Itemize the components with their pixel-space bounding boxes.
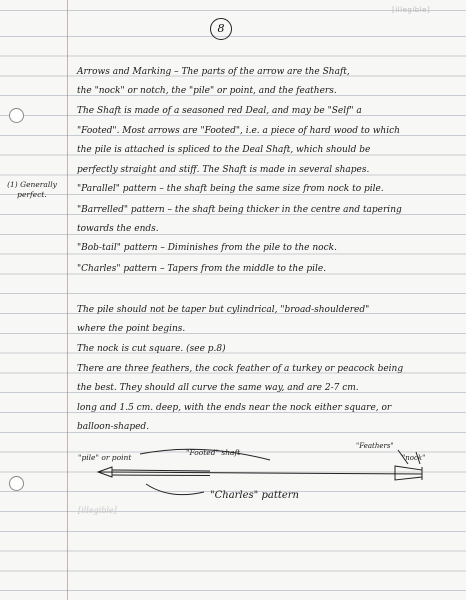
text-line: Arrows and Marking – The parts of the arrow are the Shaft,: [77, 67, 350, 77]
text-line: the pile is attached is spliced to the Deal Shaft, which should be: [77, 145, 371, 155]
text-line: "Parallel" pattern – the shaft being the same size from nock to pile.: [77, 184, 384, 194]
text-line: "Charles" pattern – Tapers from the middle to the pile.: [77, 264, 327, 274]
arrow-feathers: [395, 466, 422, 480]
text-line: The nock is cut square. (see p.8): [77, 344, 226, 354]
text-line: There are three feathers, the cock feather of a turkey or peacock being: [77, 364, 404, 374]
feathers-label: "Feathers": [356, 442, 394, 450]
text-line: towards the ends.: [77, 224, 159, 234]
text-line: "Bob-tail" pattern – Diminishes from the pile to the nock.: [77, 243, 337, 253]
pile-label: "pile" or point: [78, 453, 132, 462]
text-line: balloon-shaped.: [77, 422, 150, 432]
text-line: The pile should not be taper but cylindrical, "broad-shouldered": [77, 305, 370, 315]
text-line: "Barrelled" pattern – the shaft being thicker in the centre and tapering: [77, 205, 402, 215]
text-line: the "nock" or notch, the "pile" or point, and the feathers.: [77, 86, 337, 96]
binder-hole: [9, 108, 24, 123]
arrow-diagram: [60, 440, 430, 510]
text-line: The Shaft is made of a seasoned red Deal, and may be "Self" a: [77, 106, 362, 116]
text-line: the best. They should all curve the same way, and are 2-7 cm.: [77, 383, 359, 393]
binder-hole: [9, 476, 24, 491]
caption-pointer: [146, 484, 204, 495]
archive-stamp: [illegible]: [392, 6, 431, 14]
arrow-shaft: [98, 472, 422, 474]
text-line: where the point begins.: [77, 324, 186, 334]
nock-label: "nock": [402, 454, 426, 462]
margin-note: (1) Generally perfect.: [7, 180, 57, 199]
text-line: long and 1.5 cm. deep, with the ends near the nock either square, or: [77, 403, 392, 413]
faint-note: [illegible]: [78, 506, 117, 515]
page-number: 8: [210, 18, 232, 40]
text-line: perfectly straight and stiff. The Shaft is made in several shapes.: [77, 165, 370, 175]
diagram-caption: "Charles" pattern: [210, 490, 299, 501]
margin-line: [67, 0, 68, 600]
footed-label: "Footed" shaft: [186, 448, 241, 457]
text-line: "Footed". Most arrows are "Footed", i.e. a piece of hard wood to which: [77, 126, 400, 136]
